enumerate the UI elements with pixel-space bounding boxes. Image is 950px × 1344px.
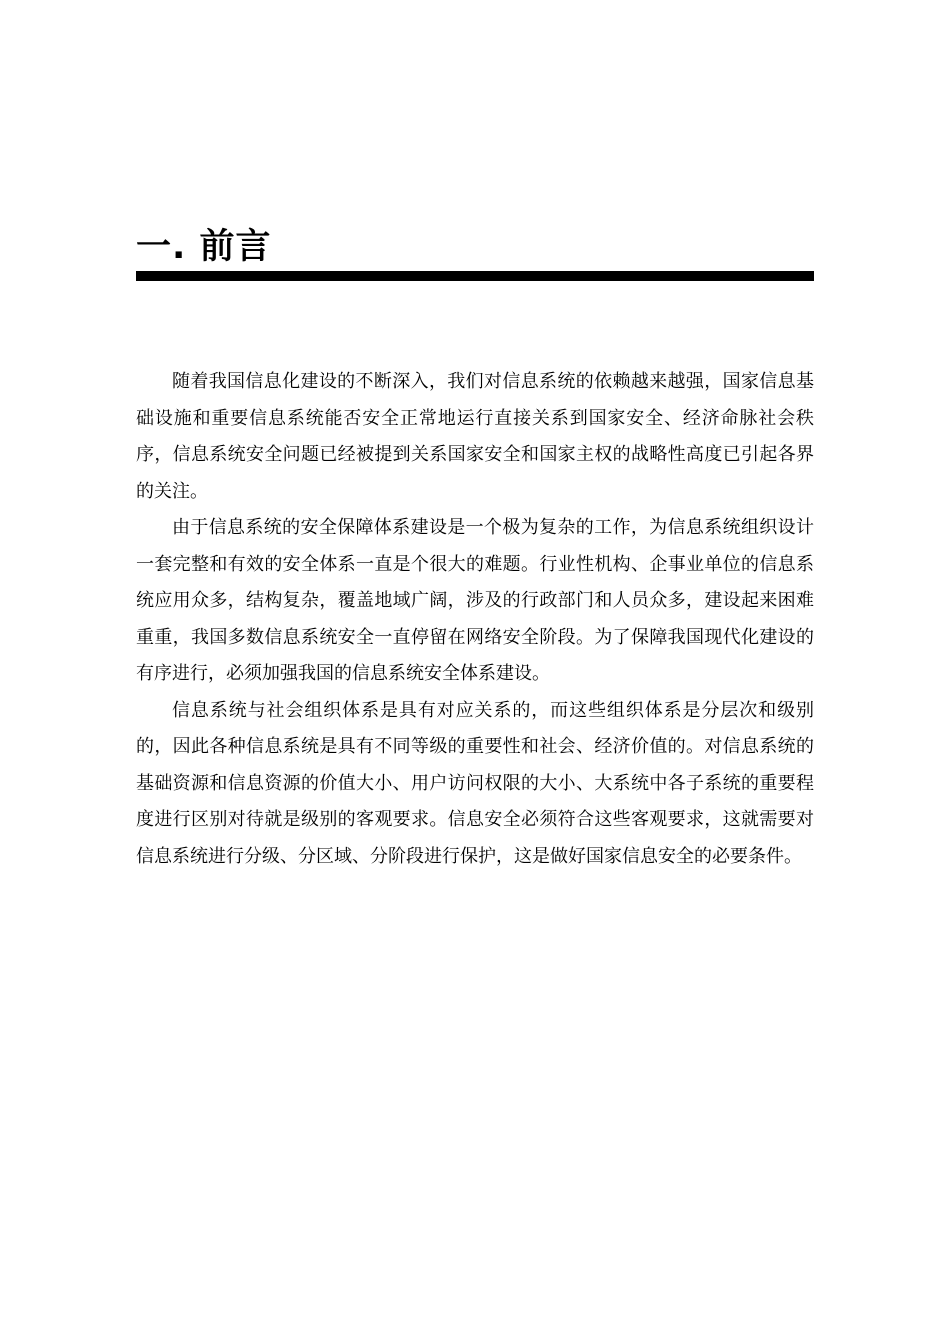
section-heading: 一. 前言 [136, 227, 272, 267]
paragraph-3: 信息系统与社会组织体系是具有对应关系的，而这些组织体系是分层次和级别的，因此各种信息系统是具有不同等级的重要性和社会、经济价值的。对信息系统的基础资源和信息资源的价值大小、用户访问权限的大小、大系统中各子系统的重要程度进行区别对待就是级别的客观要求。信息安全必须符合这些客观要求，这就需要对信息系统进行分级、分区域、分阶段进行保护，这是做好国家信息安全的必要条件。 [136, 699, 814, 867]
paragraph-1: 随着我国信息化建设的不断深入，我们对信息系统的依赖越来越强，国家信息基础设施和重要信息系统能否安全正常地运行直接关系到国家安全、经济命脉社会秩序，信息系统安全问题已经被提到关系国家安全和国家主权的战略性高度已引起各界的关注。 [136, 371, 814, 502]
paragraph-2: 由于信息系统的安全保障体系建设是一个极为复杂的工作，为信息系统组织设计一套完整和有效的安全体系一直是个很大的难题。行业性机构、企事业单位的信息系统应用众多，结构复杂，覆盖地域广阔，涉及的行政部门和人员众多，建设起来困难重重，我国多数信息系统安全一直停留在网络安全阶段。为了保障我国现代化建设的有序进行，必须加强我国的信息系统安全体系建设。 [136, 517, 814, 684]
body-text [136, 364, 814, 875]
heading-rule [136, 271, 814, 281]
